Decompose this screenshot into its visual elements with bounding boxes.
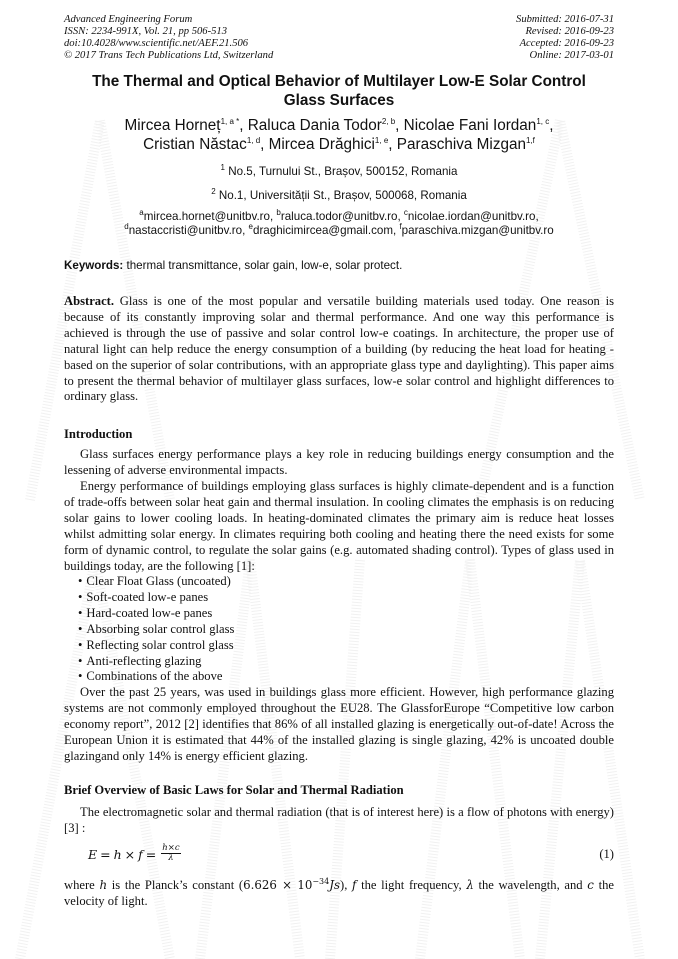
author-sup: 1, e [374, 135, 389, 145]
issn: ISSN: 2234-991X, Vol. 21, pp 506-513 [64, 26, 228, 37]
journal-info [64, 14, 273, 62]
math-exponent: −34 [312, 877, 330, 886]
section-heading-introduction: Introduction [64, 427, 133, 441]
overview-paragraph-1: The electromagnetic solar and thermal radiation (that is of interest here) is a flow of photons with energy) [3] : [64, 805, 614, 835]
email-line-1 [64, 210, 614, 224]
equation-number: (1) [599, 847, 614, 861]
equation-1 [64, 842, 614, 868]
affiliation-sup: 1 [220, 163, 225, 173]
math-symbol: c [587, 878, 594, 893]
section-heading-overview: Brief Overview of Basic Laws for Solar and Thermal Radiation [64, 783, 404, 797]
title-line-1: The Thermal and Optical Behavior of Multilayer Low-E Solar Control [92, 73, 586, 90]
keywords [64, 259, 614, 273]
equation-expression [88, 843, 181, 865]
math-constant: 6.626 × 10 [243, 878, 313, 893]
abstract [64, 294, 614, 405]
affiliation-sup: 2 [211, 187, 216, 197]
accepted-date: Accepted: 2016-09-23 [519, 38, 614, 49]
list-item: • Clear Float Glass (uncoated) [78, 574, 614, 590]
affiliation-text: No.5, Turnului St., Brașov, 500152, Romania [225, 165, 458, 178]
eq-operator: = [100, 847, 111, 862]
author-name: Paraschiva Mizgan [396, 135, 526, 153]
intro-paragraph-3: Over the past 25 years, was used in buildings glass more efficient. However, high performance glazing systems are not commonly employed throughout the EU28. The GlassforEurope “Competitive low carbon economy report”, 2012 [2] identifies that 86% of all installed glazing is energetically out-of-date! Across the European Union it is estimated that 44% of the installed glazing is single glazing, 42% is uncoated double glazingand only 14% is energy efficient glazing. [64, 685, 614, 763]
list-item: • Soft-coated low-e panes [78, 590, 614, 606]
keywords-text: thermal transmittance, solar gain, low-e, solar protect. [123, 259, 403, 272]
eq-symbol: f [138, 847, 143, 862]
publication-dates [516, 14, 614, 62]
math-symbol: h [99, 878, 108, 893]
email-sup: b [276, 208, 281, 218]
eq-symbol: h [113, 847, 122, 862]
intro-paragraph-1: Glass surfaces energy performance plays a key role in reducing buildings energy consumption and the lessening of adverse environmental impacts. [64, 447, 614, 477]
text: the velocity of light. [64, 878, 614, 909]
math-symbol: λ [466, 878, 474, 893]
author-line-1 [64, 117, 614, 136]
journal-name: Advanced Engineering Forum [64, 14, 193, 25]
separator: , [388, 135, 397, 153]
author-list [64, 117, 614, 154]
author-sup: 2, b [381, 116, 396, 126]
email-sup: a [139, 208, 144, 218]
author-line-2 [64, 136, 614, 155]
submitted-date: Submitted: 2016-07-31 [516, 14, 614, 25]
eq-denominator: λ [168, 853, 174, 863]
author-sup: 1, c [536, 116, 550, 126]
author-name: Cristian Năstac [143, 135, 247, 153]
author-name: Mircea Drăghici [268, 135, 375, 153]
abstract-label: Abstract. [64, 294, 115, 308]
separator: , [260, 135, 269, 153]
author-name: Mircea Horneț [124, 117, 221, 134]
email-link[interactable]: raluca.todor@unitbv.ro, [280, 210, 404, 223]
math-symbol: f [352, 878, 357, 893]
text: the light frequency, [356, 878, 467, 893]
text: the wavelength, and [473, 878, 588, 893]
email-link[interactable]: paraschiva.mizgan@unitbv.ro [401, 223, 554, 237]
email-sup: f [399, 221, 402, 231]
affiliation-2 [64, 189, 614, 203]
copyright: © 2017 Trans Tech Publications Ltd, Switzerland [64, 50, 274, 61]
online-date: Online: 2017-03-01 [529, 50, 614, 61]
eq-operator: × [124, 847, 136, 862]
email-line-2 [64, 221, 614, 238]
email-link[interactable]: nicolae.iordan@unitbv.ro, [407, 210, 539, 223]
author-sup: 1, a * [220, 116, 240, 126]
email-link[interactable]: nastaccristi@unitbv.ro, [128, 223, 249, 237]
list-item: • Reflecting solar control glass [78, 638, 614, 654]
intro-paragraph-2: Energy performance of buildings employing glass surfaces is highly climate-dependent and is a function of trade-offs between solar heat gain and thermal insulation. In cooling climates the emphasis is on reducing solar gains to lower cooling loads. In heating-dominated climates the primary aim is reduce heat losses whilst admitting solar energy. In climates requiring both cooling and heating there the need exists for some form of dynamic control, to regulate the solar gains (e.g. automated shading control). Types of glass used in buildings today, are the following [1]: [64, 479, 614, 573]
email-link[interactable]: mircea.hornet@unitbv.ro, [143, 210, 277, 223]
separator: , [395, 117, 404, 134]
abstract-text: Glass is one of the most popular and versatile building materials used today. One reason is because of its constantly improving solar and thermal performance. And one way this performance is achieved is through the use of passive and solar control low-e coatings. In architecture, the proper use of natural light can help reduce the energy consumption of a building (by reducing the heat load for heating - based on the superior of solar contributions, with an appropriate glass type and daylighting). This paper aims to present the thermal behavior of multilayer glass surfaces, low-e solar control and highlight differences to ordinary glass. [64, 294, 614, 404]
text: ), [340, 878, 353, 893]
separator: , [549, 117, 554, 134]
math-unit: Js [329, 878, 341, 893]
email-sup: e [248, 221, 253, 231]
author-sup: 1, d [246, 135, 261, 145]
affiliation-1 [64, 165, 614, 179]
eq-fraction [161, 844, 180, 863]
eq-numerator: h×c [162, 843, 180, 853]
email-list [64, 210, 614, 237]
list-item: • Absorbing solar control glass [78, 622, 614, 638]
email-sup: c [403, 208, 408, 218]
eq-operator: = [145, 847, 157, 862]
author-name: Raluca Dania Todor [247, 117, 382, 134]
title-line-2: Glass Surfaces [283, 91, 395, 109]
revised-date: Revised: 2016-09-23 [525, 26, 614, 37]
email-sup: d [124, 221, 129, 231]
text: where [64, 878, 100, 893]
list-item: • Anti-reflecting glazing [78, 654, 614, 670]
doi: doi:10.4028/www.scientific.net/AEF.21.506 [64, 38, 249, 49]
author-sup: 1,f [526, 135, 535, 145]
eq-symbol: E [88, 847, 98, 862]
paper-title [64, 73, 614, 110]
list-item: • Combinations of the above [78, 669, 614, 685]
email-link[interactable]: draghicimircea@gmail.com, [253, 223, 400, 237]
author-name: Nicolae Fani Iordan [403, 117, 537, 134]
list-item: • Hard-coated low-e panes [78, 606, 614, 622]
keywords-label: Keywords: [64, 259, 124, 272]
affiliation-text: No.1, Universității St., Brașov, 500068, Romania [215, 189, 467, 202]
glass-types-list [64, 574, 614, 685]
separator: , [239, 117, 248, 134]
overview-paragraph-2 [64, 874, 614, 910]
text: is the Planck’s constant ( [107, 878, 244, 893]
